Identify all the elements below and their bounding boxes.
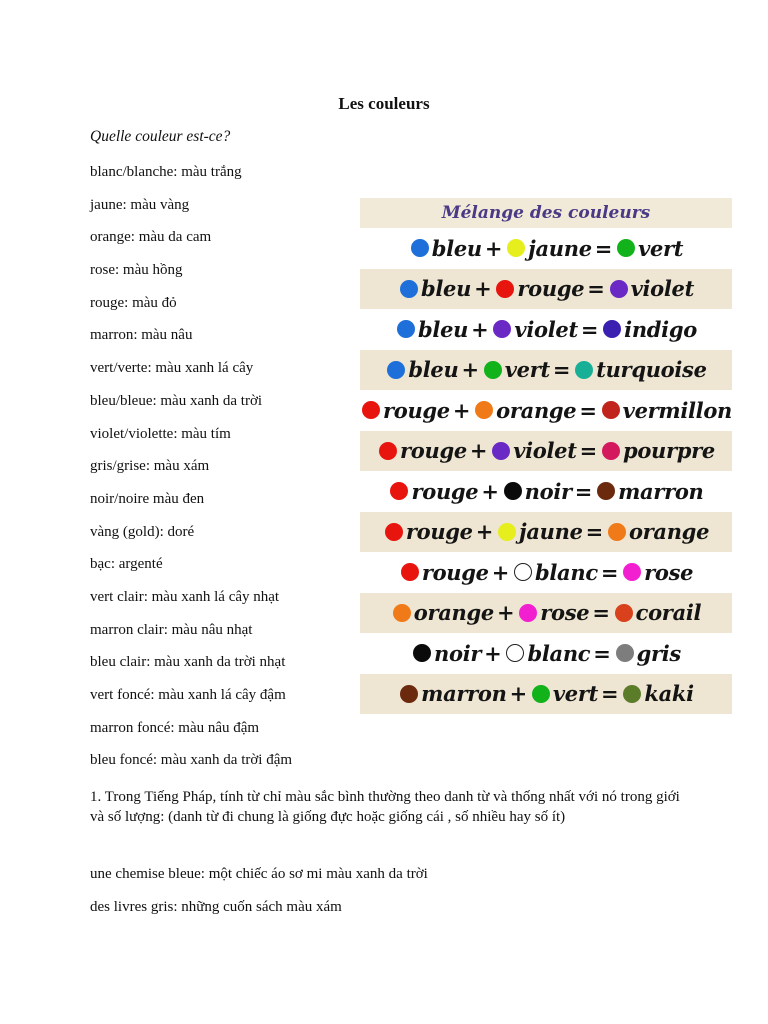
color-a-dot-icon <box>390 482 408 500</box>
plus-sign: + <box>484 235 503 261</box>
color-a-word: bleu <box>420 276 472 302</box>
color-b-dot-icon <box>519 604 537 622</box>
color-b-word: vert <box>552 681 599 707</box>
equals-sign: = <box>600 559 619 585</box>
mixing-row <box>360 512 732 553</box>
page-title: Les couleurs <box>338 94 430 113</box>
vocab-item: marron clair: màu nâu nhạt <box>90 621 253 638</box>
color-a-word: noir <box>434 640 482 666</box>
vocab-item: vert clair: màu xanh lá cây nhạt <box>90 588 280 605</box>
color-a-dot-icon <box>379 442 397 460</box>
vocab-item: orange: màu da cam <box>90 229 212 246</box>
color-b-word: rose <box>540 600 590 626</box>
equals-sign: = <box>587 276 605 302</box>
result-dot-icon <box>623 563 641 581</box>
color-a-dot-icon <box>401 563 419 581</box>
color-b-word: orange <box>496 397 577 423</box>
result-dot-icon <box>602 401 620 419</box>
equals-sign: = <box>585 519 603 545</box>
result-dot-icon <box>603 320 621 338</box>
color-a-word: bleu <box>431 235 482 261</box>
vocab-item: jaune: màu vàng <box>90 196 190 213</box>
mixing-row <box>360 309 732 350</box>
color-a-word: orange <box>413 600 494 626</box>
color-a-word: rouge <box>421 559 489 585</box>
result-word: vermillon <box>622 397 733 423</box>
plus-sign: + <box>509 681 527 707</box>
equals-sign: = <box>579 397 597 423</box>
example-sentence: des livres gris: những cuốn sách màu xám <box>90 899 342 915</box>
result-word: pourpre <box>622 438 715 464</box>
vocab-item: bleu clair: màu xanh da trời nhạt <box>90 654 286 671</box>
result-word: orange <box>628 519 710 545</box>
result-word: marron <box>618 478 704 504</box>
plus-sign: + <box>496 600 515 626</box>
color-a-dot-icon <box>400 685 418 703</box>
plus-sign: + <box>452 397 471 423</box>
color-a-dot-icon <box>397 320 415 338</box>
color-a-dot-icon <box>362 401 380 419</box>
color-b-dot-icon <box>504 482 522 500</box>
color-a-word: rouge <box>405 519 473 545</box>
result-dot-icon <box>602 442 620 460</box>
color-a-dot-icon <box>400 280 418 298</box>
plus-sign: + <box>471 316 489 342</box>
color-a-word: bleu <box>408 357 459 383</box>
color-b-dot-icon <box>507 239 525 257</box>
equals-sign: = <box>574 478 593 504</box>
equals-sign: = <box>579 438 597 464</box>
result-dot-icon <box>616 644 634 662</box>
result-word: kaki <box>644 681 694 707</box>
result-dot-icon <box>615 604 633 622</box>
vocab-item: noir/noire màu đen <box>90 490 205 507</box>
result-word: indigo <box>624 316 697 342</box>
color-b-dot-icon <box>475 401 493 419</box>
color-a-word: marron <box>421 681 507 707</box>
mixing-row <box>360 390 732 431</box>
result-word: gris <box>636 640 681 666</box>
vocab-item: bạc: argenté <box>90 556 163 573</box>
color-b-dot-icon <box>493 320 511 338</box>
result-word: violet <box>630 276 694 302</box>
color-b-word: blanc <box>527 640 591 666</box>
color-a-word: rouge <box>411 478 479 504</box>
color-b-dot-icon <box>532 685 550 703</box>
color-b-word: violet <box>513 438 577 464</box>
color-b-dot-icon <box>492 442 510 460</box>
vocab-item: blanc/blanche: màu trắng <box>90 164 242 180</box>
color-a-word: rouge <box>382 397 450 423</box>
equals-sign: = <box>592 600 610 626</box>
mixing-chart-title: Mélange des couleurs <box>441 203 651 223</box>
color-mixing-chart <box>360 198 732 714</box>
result-word: vert <box>638 235 684 261</box>
plus-sign: + <box>484 640 502 666</box>
color-b-word: vert <box>504 357 550 383</box>
mixing-row <box>360 593 732 634</box>
vocab-item: gris/grise: màu xám <box>90 458 210 475</box>
plus-sign: + <box>475 519 494 545</box>
equals-sign: = <box>552 357 571 383</box>
color-b-dot-icon <box>484 361 502 379</box>
vocab-item: rose: màu hồng <box>90 262 183 279</box>
result-dot-icon <box>608 523 626 541</box>
mixing-rows <box>360 228 732 714</box>
vocab-item: vàng (gold): doré <box>90 523 195 540</box>
color-b-word: jaune <box>528 235 592 261</box>
equals-sign: = <box>580 316 599 342</box>
color-b-word: rouge <box>517 276 585 302</box>
mixing-row <box>360 633 732 674</box>
color-a-dot-icon <box>385 523 403 541</box>
mixing-row <box>360 431 732 472</box>
result-dot-icon <box>623 685 641 703</box>
result-word: turquoise <box>596 357 707 383</box>
color-a-dot-icon <box>413 644 431 662</box>
plus-sign: + <box>469 438 488 464</box>
plus-sign: + <box>491 559 509 585</box>
color-b-word: violet <box>514 316 578 342</box>
color-b-word: blanc <box>535 559 598 585</box>
mixing-row <box>360 269 732 310</box>
color-a-dot-icon <box>393 604 411 622</box>
vocab-item: marron: màu nâu <box>90 327 193 344</box>
mixing-row <box>360 552 732 593</box>
result-dot-icon <box>597 482 615 500</box>
plus-sign: + <box>474 276 492 302</box>
result-dot-icon <box>575 361 593 379</box>
mixing-row <box>360 674 732 715</box>
equals-sign: = <box>594 235 613 261</box>
color-b-word: jaune <box>519 519 583 545</box>
result-dot-icon <box>610 280 628 298</box>
example-sentence: une chemise bleue: một chiếc áo sơ mi màu xanh da trời <box>90 866 428 882</box>
vocab-item: rouge: màu đỏ <box>90 294 177 311</box>
section-subtitle: Quelle couleur est-ce? <box>90 128 231 145</box>
result-word: rose <box>644 559 694 585</box>
plus-sign: + <box>461 357 479 383</box>
mixing-row <box>360 471 732 512</box>
mixing-row <box>360 228 732 269</box>
color-a-dot-icon <box>411 239 429 257</box>
color-b-dot-icon <box>506 644 524 662</box>
color-a-word: rouge <box>400 438 467 464</box>
vocab-list <box>90 162 292 783</box>
vocab-item: violet/violette: màu tím <box>90 425 231 442</box>
result-word: corail <box>635 600 702 626</box>
plus-sign: + <box>481 478 499 504</box>
color-b-dot-icon <box>498 523 516 541</box>
vocab-item: vert/verte: màu xanh lá cây <box>90 360 254 377</box>
color-b-word: noir <box>524 478 572 504</box>
vocab-item: marron foncé: màu nâu đậm <box>90 719 260 736</box>
grammar-note: 1. Trong Tiếng Pháp, tính từ chỉ màu sắc bình thường theo danh từ và thống nhất với nó trong giới và số lượng: (danh từ đi chung là giống đực hoặc giống cái , số nhiều hay số ít) <box>90 789 680 825</box>
vocab-item: bleu/bleue: màu xanh da trời <box>90 392 263 409</box>
color-b-dot-icon <box>496 280 514 298</box>
mixing-row <box>360 350 732 391</box>
vocab-item: vert foncé: màu xanh lá cây đậm <box>90 687 286 703</box>
equals-sign: = <box>593 640 611 666</box>
color-b-dot-icon <box>514 563 532 581</box>
color-a-word: bleu <box>418 316 469 342</box>
equals-sign: = <box>601 681 619 707</box>
result-dot-icon <box>617 239 635 257</box>
color-a-dot-icon <box>387 361 405 379</box>
vocab-item: bleu foncé: màu xanh da trời đậm <box>90 752 293 769</box>
